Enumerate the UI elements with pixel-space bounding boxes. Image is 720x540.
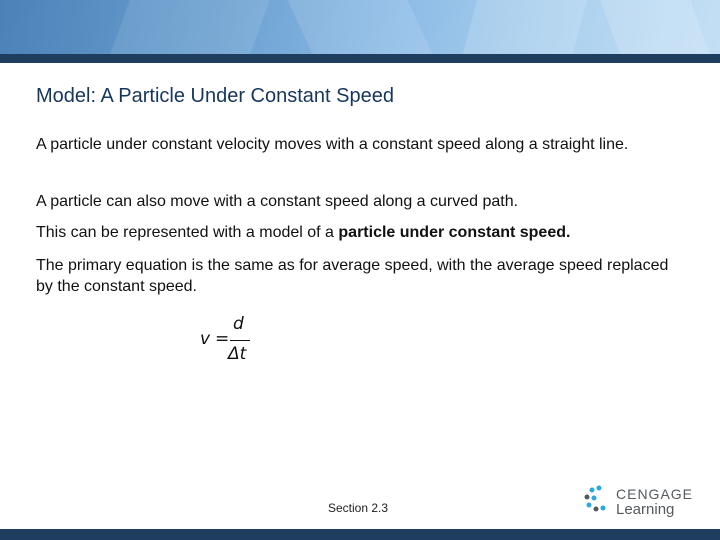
slide-title: Model: A Particle Under Constant Speed: [36, 85, 394, 107]
fraction-bar: [230, 340, 250, 341]
logo-wordmark-learning: Learning: [616, 501, 675, 518]
banner-facet: [287, 0, 432, 54]
header-banner: [0, 0, 720, 54]
paragraph-model-bold: particle under constant speed.: [338, 224, 571, 241]
banner-facet: [110, 0, 270, 54]
header-rule: [0, 54, 720, 63]
paragraph-curved-path: A particle can also move with a constant speed along a curved path.: [36, 193, 519, 210]
banner-facet: [463, 0, 587, 54]
banner-facet: [600, 0, 710, 54]
cengage-logo-icon: [584, 484, 612, 514]
paragraph-model-lead: This can be represented with a model of a: [36, 224, 339, 241]
equation-lhs: v: [200, 329, 211, 349]
logo-wordmark-cengage: CENGAGE: [616, 486, 694, 502]
paragraph-primary-equation: The primary equation is the same as for average speed, with the average speed replaced by the constant speed.: [36, 257, 669, 295]
equation-denominator: Δt: [228, 344, 247, 364]
footer-rule: [0, 529, 720, 540]
paragraph-model: [36, 222, 686, 243]
paragraph-constant-velocity: A particle under constant velocity moves with a constant speed along a straight line.: [36, 136, 629, 153]
speed-equation: [198, 314, 258, 366]
footer-section-label: Section 2.3: [328, 501, 389, 515]
cengage-logo: [584, 484, 694, 520]
equation-equals: =: [215, 329, 230, 349]
equation-numerator: d: [233, 314, 244, 334]
